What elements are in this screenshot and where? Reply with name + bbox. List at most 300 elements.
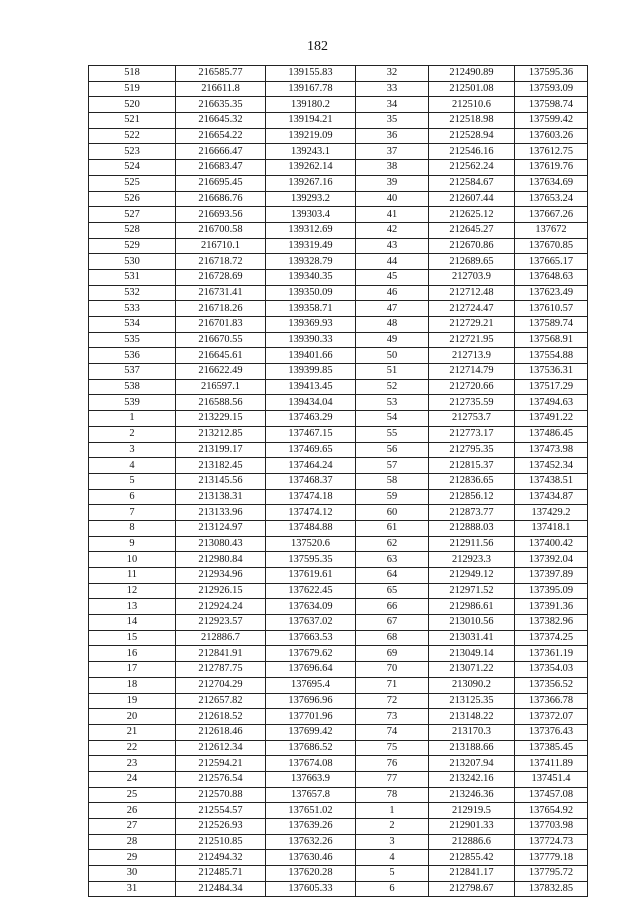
table-cell: 216645.32 [176,113,266,129]
table-row [89,740,588,756]
table-cell: 212724.47 [429,301,515,317]
table-cell: 36 [356,128,429,144]
table-cell: 212926.15 [176,583,266,599]
table-cell: 137679.62 [266,646,356,662]
table-cell: 212645.27 [429,222,515,238]
table-row [89,207,588,223]
table-cell: 137467.15 [266,426,356,442]
table-row [89,709,588,725]
table-cell: 137464.24 [266,458,356,474]
table-cell: 212618.46 [176,724,266,740]
table-cell: 137374.25 [515,630,588,646]
table-cell: 137361.19 [515,646,588,662]
table-cell: 137657.8 [266,787,356,803]
table-cell: 25 [89,787,176,803]
table-cell: 137670.85 [515,238,588,254]
table-cell: 212721.95 [429,332,515,348]
table-cell: 212787.75 [176,662,266,678]
table-cell: 58 [356,473,429,489]
table-cell: 520 [89,97,176,113]
table-cell: 46 [356,285,429,301]
table-cell: 526 [89,191,176,207]
table-cell: 26 [89,803,176,819]
table-cell: 216718.26 [176,301,266,317]
table-cell: 137491.22 [515,411,588,427]
table-row [89,301,588,317]
table-row [89,834,588,850]
table-cell: 216597.1 [176,379,266,395]
table-row [89,317,588,333]
table-cell: 137672 [515,222,588,238]
table-cell: 534 [89,317,176,333]
table-cell: 213145.56 [176,473,266,489]
table-cell: 137400.42 [515,536,588,552]
table-cell: 137699.42 [266,724,356,740]
table-cell: 70 [356,662,429,678]
table-cell: 137619.76 [515,160,588,176]
table-cell: 212720.66 [429,379,515,395]
table-cell: 139358.71 [266,301,356,317]
table-cell: 528 [89,222,176,238]
table-cell: 212735.59 [429,395,515,411]
table-cell: 19 [89,693,176,709]
table-cell: 212518.98 [429,113,515,129]
table-cell: 137356.52 [515,677,588,693]
table-cell: 213188.66 [429,740,515,756]
table-cell: 6 [356,881,429,897]
table-cell: 47 [356,301,429,317]
table-cell: 212815.37 [429,458,515,474]
table-cell: 216635.35 [176,97,266,113]
table-cell: 213212.85 [176,426,266,442]
table-cell: 212798.67 [429,881,515,897]
table-cell: 139180.2 [266,97,356,113]
table-cell: 137468.37 [266,473,356,489]
table-cell: 137451.4 [515,771,588,787]
table-cell: 137632.26 [266,834,356,850]
table-cell: 137411.89 [515,756,588,772]
table-cell: 5 [356,866,429,882]
table-cell: 71 [356,677,429,693]
table-cell: 213133.96 [176,505,266,521]
table-cell: 212484.34 [176,881,266,897]
table-cell: 212670.86 [429,238,515,254]
table-cell: 137473.98 [515,442,588,458]
table-row [89,222,588,238]
table-row [89,81,588,97]
table-cell: 527 [89,207,176,223]
table-row [89,599,588,615]
table-cell: 64 [356,568,429,584]
page-number: 182 [307,39,328,54]
table-cell: 4 [356,850,429,866]
table-cell: 212901.33 [429,819,515,835]
table-cell: 137463.29 [266,411,356,427]
table-cell: 213071.22 [429,662,515,678]
table-cell: 137494.63 [515,395,588,411]
table-cell: 212526.93 [176,819,266,835]
table-cell: 137779.18 [515,850,588,866]
table-cell: 32 [356,66,429,82]
table-cell: 137589.74 [515,317,588,333]
table-cell: 44 [356,254,429,270]
table-cell: 139390.33 [266,332,356,348]
table-cell: 522 [89,128,176,144]
table-cell: 139434.04 [266,395,356,411]
table-cell: 212576.54 [176,771,266,787]
table-cell: 521 [89,113,176,129]
table-cell: 137696.96 [266,693,356,709]
table-cell: 42 [356,222,429,238]
table-cell: 137634.09 [266,599,356,615]
table-cell: 137366.78 [515,693,588,709]
table-cell: 212841.17 [429,866,515,882]
table-cell: 57 [356,458,429,474]
table-row [89,489,588,505]
table-cell: 137595.36 [515,66,588,82]
table-cell: 212886.7 [176,630,266,646]
table-cell: 213199.17 [176,442,266,458]
table-cell: 35 [356,113,429,129]
table-cell: 14 [89,615,176,631]
table-cell: 56 [356,442,429,458]
table-cell: 62 [356,536,429,552]
table-cell: 139262.14 [266,160,356,176]
table-cell: 137703.98 [515,819,588,835]
table-cell: 38 [356,160,429,176]
table-cell: 212855.42 [429,850,515,866]
table-cell: 212490.89 [429,66,515,82]
table-cell: 212773.17 [429,426,515,442]
table-cell: 137598.74 [515,97,588,113]
table-cell: 212510.6 [429,97,515,113]
table-cell: 139155.83 [266,66,356,82]
table-cell: 213182.45 [176,458,266,474]
table-cell: 523 [89,144,176,160]
table-cell: 212618.52 [176,709,266,725]
table-cell: 213229.15 [176,411,266,427]
table-cell: 53 [356,395,429,411]
table-cell: 30 [89,866,176,882]
table-cell: 212919.5 [429,803,515,819]
table-cell: 137372.07 [515,709,588,725]
table-row [89,568,588,584]
table-cell: 75 [356,740,429,756]
table-cell: 13 [89,599,176,615]
table-cell: 18 [89,677,176,693]
table-cell: 212873.77 [429,505,515,521]
table-cell: 21 [89,724,176,740]
table-cell: 137438.51 [515,473,588,489]
table-cell: 4 [89,458,176,474]
table-cell: 41 [356,207,429,223]
table-cell: 137603.26 [515,128,588,144]
table-row [89,160,588,176]
table-cell: 213170.3 [429,724,515,740]
table-cell: 212836.65 [429,473,515,489]
table-cell: 139167.78 [266,81,356,97]
table-row [89,364,588,380]
table-cell: 213138.31 [176,489,266,505]
table-cell: 139399.85 [266,364,356,380]
table-cell: 213207.94 [429,756,515,772]
table-cell: 212795.35 [429,442,515,458]
table-row [89,285,588,301]
table-row [89,411,588,427]
table-cell: 78 [356,787,429,803]
table-cell: 519 [89,81,176,97]
table-cell: 213242.16 [429,771,515,787]
table-cell: 139319.49 [266,238,356,254]
table-cell: 65 [356,583,429,599]
table-cell: 137630.46 [266,850,356,866]
table-cell: 529 [89,238,176,254]
table-cell: 137663.9 [266,771,356,787]
table-cell: 51 [356,364,429,380]
table-cell: 212612.34 [176,740,266,756]
table-cell: 137701.96 [266,709,356,725]
table-cell: 17 [89,662,176,678]
table-row [89,630,588,646]
table-cell: 213124.97 [176,520,266,536]
table-cell: 216611.8 [176,81,266,97]
table-cell: 137605.33 [266,881,356,897]
table-row [89,269,588,285]
table-cell: 2 [89,426,176,442]
table-cell: 137653.24 [515,191,588,207]
table-cell: 137469.65 [266,442,356,458]
table-cell: 212934.96 [176,568,266,584]
table-cell: 137623.49 [515,285,588,301]
table-cell: 212971.52 [429,583,515,599]
table-cell: 137376.43 [515,724,588,740]
table-row [89,442,588,458]
coordinate-table-body [89,66,588,897]
table-cell: 39 [356,175,429,191]
table-cell: 525 [89,175,176,191]
table-cell: 212494.32 [176,850,266,866]
table-cell: 213246.36 [429,787,515,803]
table-row [89,819,588,835]
table-cell: 535 [89,332,176,348]
table-cell: 137593.09 [515,81,588,97]
table-row [89,693,588,709]
table-row [89,646,588,662]
table-cell: 137474.18 [266,489,356,505]
table-cell: 216701.83 [176,317,266,333]
table-cell: 212949.12 [429,568,515,584]
table-cell: 216588.56 [176,395,266,411]
table-cell: 2 [356,819,429,835]
table-row [89,473,588,489]
table-cell: 137610.57 [515,301,588,317]
table-row [89,505,588,521]
table-cell: 137418.1 [515,520,588,536]
table-cell: 8 [89,520,176,536]
table-cell: 139350.09 [266,285,356,301]
table-cell: 212713.9 [429,348,515,364]
table-row [89,426,588,442]
table-cell: 216728.69 [176,269,266,285]
table-cell: 212570.88 [176,787,266,803]
table-cell: 31 [89,881,176,897]
table-cell: 216695.45 [176,175,266,191]
table-row [89,615,588,631]
table-cell: 139413.45 [266,379,356,395]
table-cell: 139369.93 [266,317,356,333]
table-cell: 212528.94 [429,128,515,144]
coordinate-table [88,65,588,897]
table-cell: 137637.02 [266,615,356,631]
table-cell: 213010.56 [429,615,515,631]
table-cell: 216585.77 [176,66,266,82]
table-cell: 139219.09 [266,128,356,144]
table-cell: 3 [356,834,429,850]
table-cell: 137832.85 [515,881,588,897]
table-cell: 212607.44 [429,191,515,207]
table-cell: 59 [356,489,429,505]
table-cell: 139401.66 [266,348,356,364]
table-cell: 212888.03 [429,520,515,536]
table-row [89,881,588,897]
table-cell: 137634.69 [515,175,588,191]
table-cell: 63 [356,552,429,568]
table-cell: 212923.57 [176,615,266,631]
table-row [89,787,588,803]
table-cell: 212753.7 [429,411,515,427]
table-cell: 212689.65 [429,254,515,270]
table-cell: 137397.89 [515,568,588,584]
table-cell: 212546.16 [429,144,515,160]
table-cell: 69 [356,646,429,662]
table-row [89,850,588,866]
table-row [89,66,588,82]
table-row [89,332,588,348]
table-cell: 50 [356,348,429,364]
table-cell: 212703.9 [429,269,515,285]
table-cell: 216718.72 [176,254,266,270]
table-cell: 24 [89,771,176,787]
table-cell: 137648.63 [515,269,588,285]
table-cell: 137595.35 [266,552,356,568]
table-cell: 216670.55 [176,332,266,348]
table-cell: 212841.91 [176,646,266,662]
table-cell: 139194.21 [266,113,356,129]
table-cell: 137536.31 [515,364,588,380]
table-cell: 538 [89,379,176,395]
table-cell: 216666.47 [176,144,266,160]
table-cell: 137474.12 [266,505,356,521]
table-cell: 212924.24 [176,599,266,615]
table-cell: 139312.69 [266,222,356,238]
table-row [89,662,588,678]
table-cell: 216683.47 [176,160,266,176]
table-cell: 212562.24 [429,160,515,176]
table-cell: 137686.52 [266,740,356,756]
table-cell: 212485.71 [176,866,266,882]
table-row [89,191,588,207]
table-cell: 212510.85 [176,834,266,850]
table-cell: 137391.36 [515,599,588,615]
table-cell: 137620.28 [266,866,356,882]
table-cell: 137554.88 [515,348,588,364]
table-cell: 29 [89,850,176,866]
table-cell: 137639.26 [266,819,356,835]
table-cell: 213090.2 [429,677,515,693]
table-cell: 137665.17 [515,254,588,270]
table-row [89,128,588,144]
table-cell: 139267.16 [266,175,356,191]
table-row [89,238,588,254]
table-cell: 137520.6 [266,536,356,552]
table-cell: 139328.79 [266,254,356,270]
table-cell: 213080.43 [176,536,266,552]
table-row [89,379,588,395]
table-cell: 137654.92 [515,803,588,819]
table-cell: 137434.87 [515,489,588,505]
table-cell: 137599.42 [515,113,588,129]
table-cell: 27 [89,819,176,835]
table-cell: 212886.6 [429,834,515,850]
table-cell: 137486.45 [515,426,588,442]
table-cell: 40 [356,191,429,207]
table-row [89,803,588,819]
table-cell: 216622.49 [176,364,266,380]
table-cell: 212704.29 [176,677,266,693]
table-cell: 212911.56 [429,536,515,552]
table-cell: 518 [89,66,176,82]
table-cell: 66 [356,599,429,615]
table-cell: 48 [356,317,429,333]
table-row [89,536,588,552]
table-cell: 34 [356,97,429,113]
table-cell: 213031.41 [429,630,515,646]
table-cell: 137667.26 [515,207,588,223]
table-cell: 213049.14 [429,646,515,662]
table-cell: 137622.45 [266,583,356,599]
table-cell: 137568.91 [515,332,588,348]
table-row [89,520,588,536]
table-cell: 137663.53 [266,630,356,646]
table-cell: 212923.3 [429,552,515,568]
table-cell: 1 [356,803,429,819]
table-cell: 213148.22 [429,709,515,725]
table-row [89,677,588,693]
table-cell: 216645.61 [176,348,266,364]
table-cell: 68 [356,630,429,646]
table-cell: 77 [356,771,429,787]
table-cell: 1 [89,411,176,427]
table-cell: 67 [356,615,429,631]
table-row [89,724,588,740]
table-cell: 137724.73 [515,834,588,850]
table-cell: 37 [356,144,429,160]
table-cell: 137392.04 [515,552,588,568]
table-cell: 532 [89,285,176,301]
table-cell: 5 [89,473,176,489]
table-cell: 7 [89,505,176,521]
table-row [89,866,588,882]
table-cell: 54 [356,411,429,427]
table-row [89,771,588,787]
table-cell: 16 [89,646,176,662]
table-row [89,583,588,599]
table-cell: 139293.2 [266,191,356,207]
table-cell: 52 [356,379,429,395]
table-cell: 137395.09 [515,583,588,599]
table-cell: 216686.76 [176,191,266,207]
table-cell: 537 [89,364,176,380]
